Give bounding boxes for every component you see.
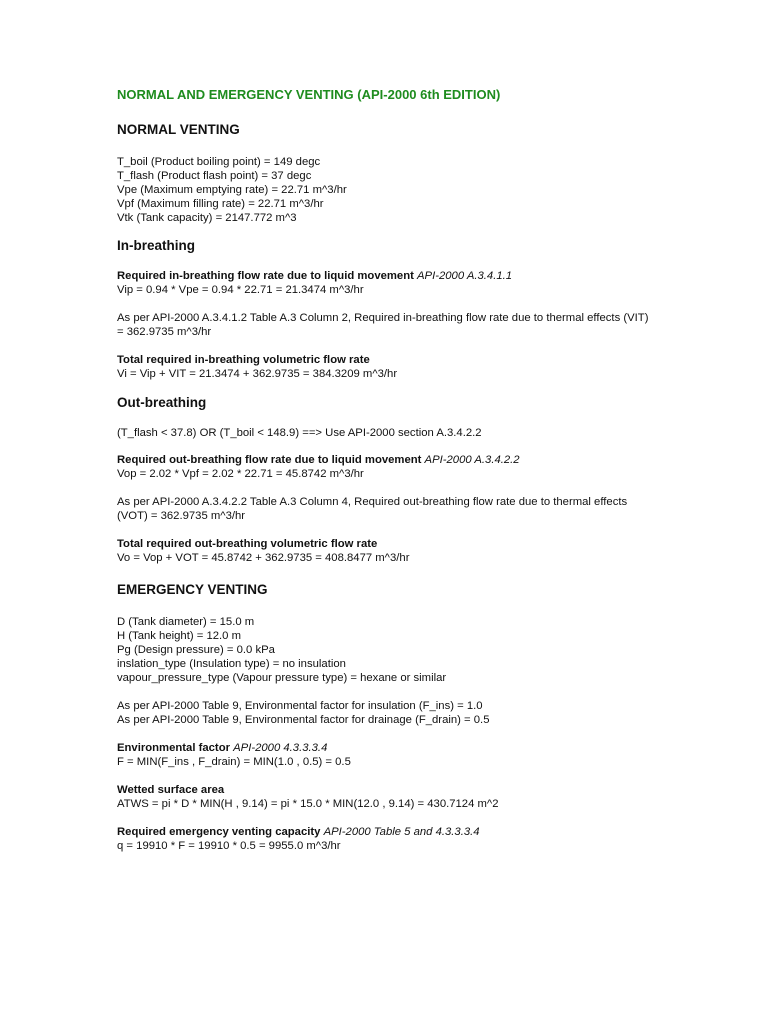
out-breathing-condition: (T_flash < 37.8) OR (T_boil < 148.9) ==> Use API-2000 section A.3.4.2.2 [117,427,482,439]
out-breathing-liquid-block [117,453,520,481]
param-line: Vpf (Maximum filling rate) = 22.71 m^3/hr [117,198,324,210]
environmental-factor-equation: F = MIN(F_ins , F_drain) = MIN(1.0 , 0.5) = 0.5 [117,756,351,768]
out-breathing-liquid-ref: API-2000 A.3.4.2.2 [424,454,520,466]
param-line: Vtk (Tank capacity) = 2147.772 m^3 [117,212,297,224]
emergency-venting-params [117,615,446,685]
wetted-surface-label: Wetted surface area [117,784,225,796]
factor-line: As per API-2000 Table 9, Environmental factor for insulation (F_ins) = 1.0 [117,700,483,712]
normal-venting-params [117,155,347,225]
emergency-capacity-label: Required emergency venting capacity [117,826,321,838]
environmental-factor-label: Environmental factor [117,742,230,754]
in-breathing-liquid-equation: Vip = 0.94 * Vpe = 0.94 * 22.71 = 21.3474 m^3/hr [117,284,364,296]
out-breathing-thermal-text: As per API-2000 A.3.4.2.2 Table A.3 Column 4, Required out-breathing flow rate due to thermal effects (VOT) = 362.9735 m^3/hr [117,496,628,522]
param-line: vapour_pressure_type (Vapour pressure type) = hexane or similar [117,672,447,684]
factor-line: As per API-2000 Table 9, Environmental factor for drainage (F_drain) = 0.5 [117,714,490,726]
emergency-capacity-equation: q = 19910 * F = 19910 * 0.5 = 9955.0 m^3/hr [117,840,341,852]
in-breathing-liquid-ref: API-2000 A.3.4.1.1 [417,270,513,282]
in-breathing-heading: In-breathing [117,238,195,253]
emergency-capacity-block [117,825,480,853]
out-breathing-heading: Out-breathing [117,395,207,410]
out-breathing-liquid-label: Required out-breathing flow rate due to liquid movement [117,454,422,466]
param-line: T_boil (Product boiling point) = 149 degc [117,156,321,168]
out-breathing-total-label: Total required out-breathing volumetric flow rate [117,538,378,550]
wetted-surface-equation: ATWS = pi * D * MIN(H , 9.14) = pi * 15.0 * MIN(12.0 , 9.14) = 430.7124 m^2 [117,798,499,810]
in-breathing-total-label: Total required in-breathing volumetric flow rate [117,354,370,366]
normal-venting-heading: NORMAL VENTING [117,122,240,137]
param-line: T_flash (Product flash point) = 37 degc [117,170,312,182]
in-breathing-liquid-label: Required in-breathing flow rate due to liquid movement [117,270,414,282]
environmental-factor-ref: API-2000 4.3.3.3.4 [233,742,328,754]
out-breathing-total-block [117,537,409,565]
out-breathing-liquid-equation: Vop = 2.02 * Vpf = 2.02 * 22.71 = 45.8742 m^3/hr [117,468,364,480]
param-line: Vpe (Maximum emptying rate) = 22.71 m^3/hr [117,184,347,196]
in-breathing-total-block [117,353,397,381]
param-line: inslation_type (Insulation type) = no insulation [117,658,346,670]
environmental-factor-block [117,741,351,769]
emergency-factors [117,699,489,727]
out-breathing-total-equation: Vo = Vop + VOT = 45.8742 + 362.9735 = 408.8477 m^3/hr [117,552,410,564]
param-line: Pg (Design pressure) = 0.0 kPa [117,644,275,656]
in-breathing-liquid-block [117,269,512,297]
in-breathing-thermal-text: As per API-2000 A.3.4.1.2 Table A.3 Column 2, Required in-breathing flow rate due to thermal effects (VIT) = 362.9735 m^3/hr [117,312,649,338]
in-breathing-total-equation: Vi = Vip + VIT = 21.3474 + 362.9735 = 384.3209 m^3/hr [117,368,398,380]
wetted-surface-block [117,783,499,811]
param-line: H (Tank height) = 12.0 m [117,630,242,642]
document-title: NORMAL AND EMERGENCY VENTING (API-2000 6th EDITION) [117,87,501,102]
param-line: D (Tank diameter) = 15.0 m [117,616,255,628]
emergency-capacity-ref: API-2000 Table 5 and 4.3.3.3.4 [323,826,480,838]
emergency-venting-heading: EMERGENCY VENTING [117,582,268,597]
